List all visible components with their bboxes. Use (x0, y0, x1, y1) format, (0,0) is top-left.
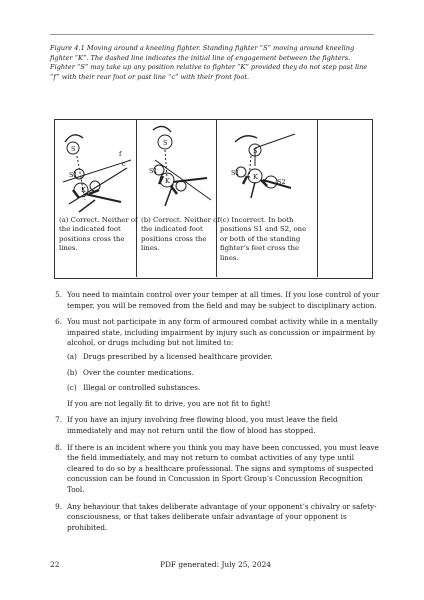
sub-item-mark: (b) (67, 367, 78, 377)
label-c: c (122, 160, 126, 168)
label-s1-a: S1 (69, 171, 78, 179)
sub-item-text: Illegal or controlled substances. (83, 383, 201, 393)
rule-text: You need to maintain control over your temper at all times. If you lose control of your temper, you will be removed from the field and may be subject to disciplinary action. (67, 290, 380, 310)
rule-text: You must not participate in any form of armoured combat activity while in a mentally impaired state, including impairment by injury such as concussion or impairment by alcohol, or drugs including but not limited to: (67, 317, 378, 348)
rule-text: If there is an incident where you think you may have been concussed, you must leave the field immediately, and may not return to combat activities of any type until cleared to do so by a healthcare professional. The signs and symptoms of suspected concussion can be found in Concussion in Sport Group’s Concussion Recognition Tool. (67, 442, 379, 494)
rule-text: If you have an injury involving free flowing blood, you must leave the field immediately and may not return until the flow of blood has stopped. (67, 415, 338, 435)
rule-number: 9. (55, 501, 62, 511)
sub-item-text: Over the counter medications. (83, 367, 194, 377)
sub-item-mark: (c) (67, 383, 77, 393)
rule-item-8 (50, 443, 380, 496)
sub-item-b (67, 368, 380, 379)
label-k-a: K (81, 186, 86, 194)
rule-item-5 (50, 290, 380, 311)
label-s-a: S (71, 145, 76, 153)
rule-item-7 (50, 415, 380, 436)
rules-list (50, 290, 380, 539)
rule-number: 6. (55, 317, 62, 327)
figure-caption-text: Moving around a kneeling fighter. Standing fighter “S” moving around kneeling fighter “K”. The dashed line indicates the initial line of engagement between the fighters. Fighter “S” may take up any position relative to fighter “K” provided they do not step past line “f” with their rear foot or past line “c” with their front foot. (50, 44, 368, 81)
page-number: 22 (50, 560, 60, 569)
figure-label: Figure 4.1 (50, 44, 85, 52)
sub-item-c (67, 383, 380, 394)
panel-c-illustration (235, 134, 295, 198)
generated-date: PDF generated: July 25, 2024 (160, 560, 271, 569)
label-s1-c: S1 (231, 169, 240, 177)
label-s-b: S (163, 139, 168, 147)
rule-note: If you are not legally fit to drive, you are not fit to fight! (67, 398, 271, 408)
label-s-c: S (253, 147, 258, 155)
rule-number: 7. (55, 415, 62, 425)
panel-a-caption: (a) Correct. Neither of the indicated foot positions cross the lines. (59, 216, 138, 253)
rule-number: 5. (55, 290, 62, 299)
label-f: f (119, 150, 122, 158)
kneeling-fighter-diagram (55, 120, 372, 278)
rule-number: 8. (55, 442, 62, 452)
sub-item-mark: (a) (67, 351, 77, 361)
panel-b-illustration (153, 126, 211, 206)
label-s1-b: S1 (149, 167, 158, 175)
rule-item-9 (50, 502, 380, 534)
figure-caption (50, 44, 376, 82)
rule-item-6 (50, 317, 380, 409)
sub-item-text: Drugs prescribed by a licensed healthcare provider. (83, 351, 273, 361)
label-k-c: K (253, 173, 258, 181)
figure-4-1 (54, 119, 373, 279)
label-k-b: K (165, 177, 170, 185)
header-rule (50, 34, 374, 35)
sub-item-a (67, 352, 380, 363)
panel-c-caption: (c) Incorrect. In both positions S1 and S2, one or both of the standing fighter’s feet cross the lines. (220, 216, 307, 262)
label-s2-c: S2 (277, 178, 286, 186)
panel-b-caption: (b) Correct. Neither of the indicated foot positions cross the lines. (141, 216, 220, 253)
rule-text: Any behaviour that takes deliberate advantage of your opponent’s chivalry or safety-consciousness, or that takes deliberate unfair advantage of your opponent is prohibited. (67, 501, 377, 532)
